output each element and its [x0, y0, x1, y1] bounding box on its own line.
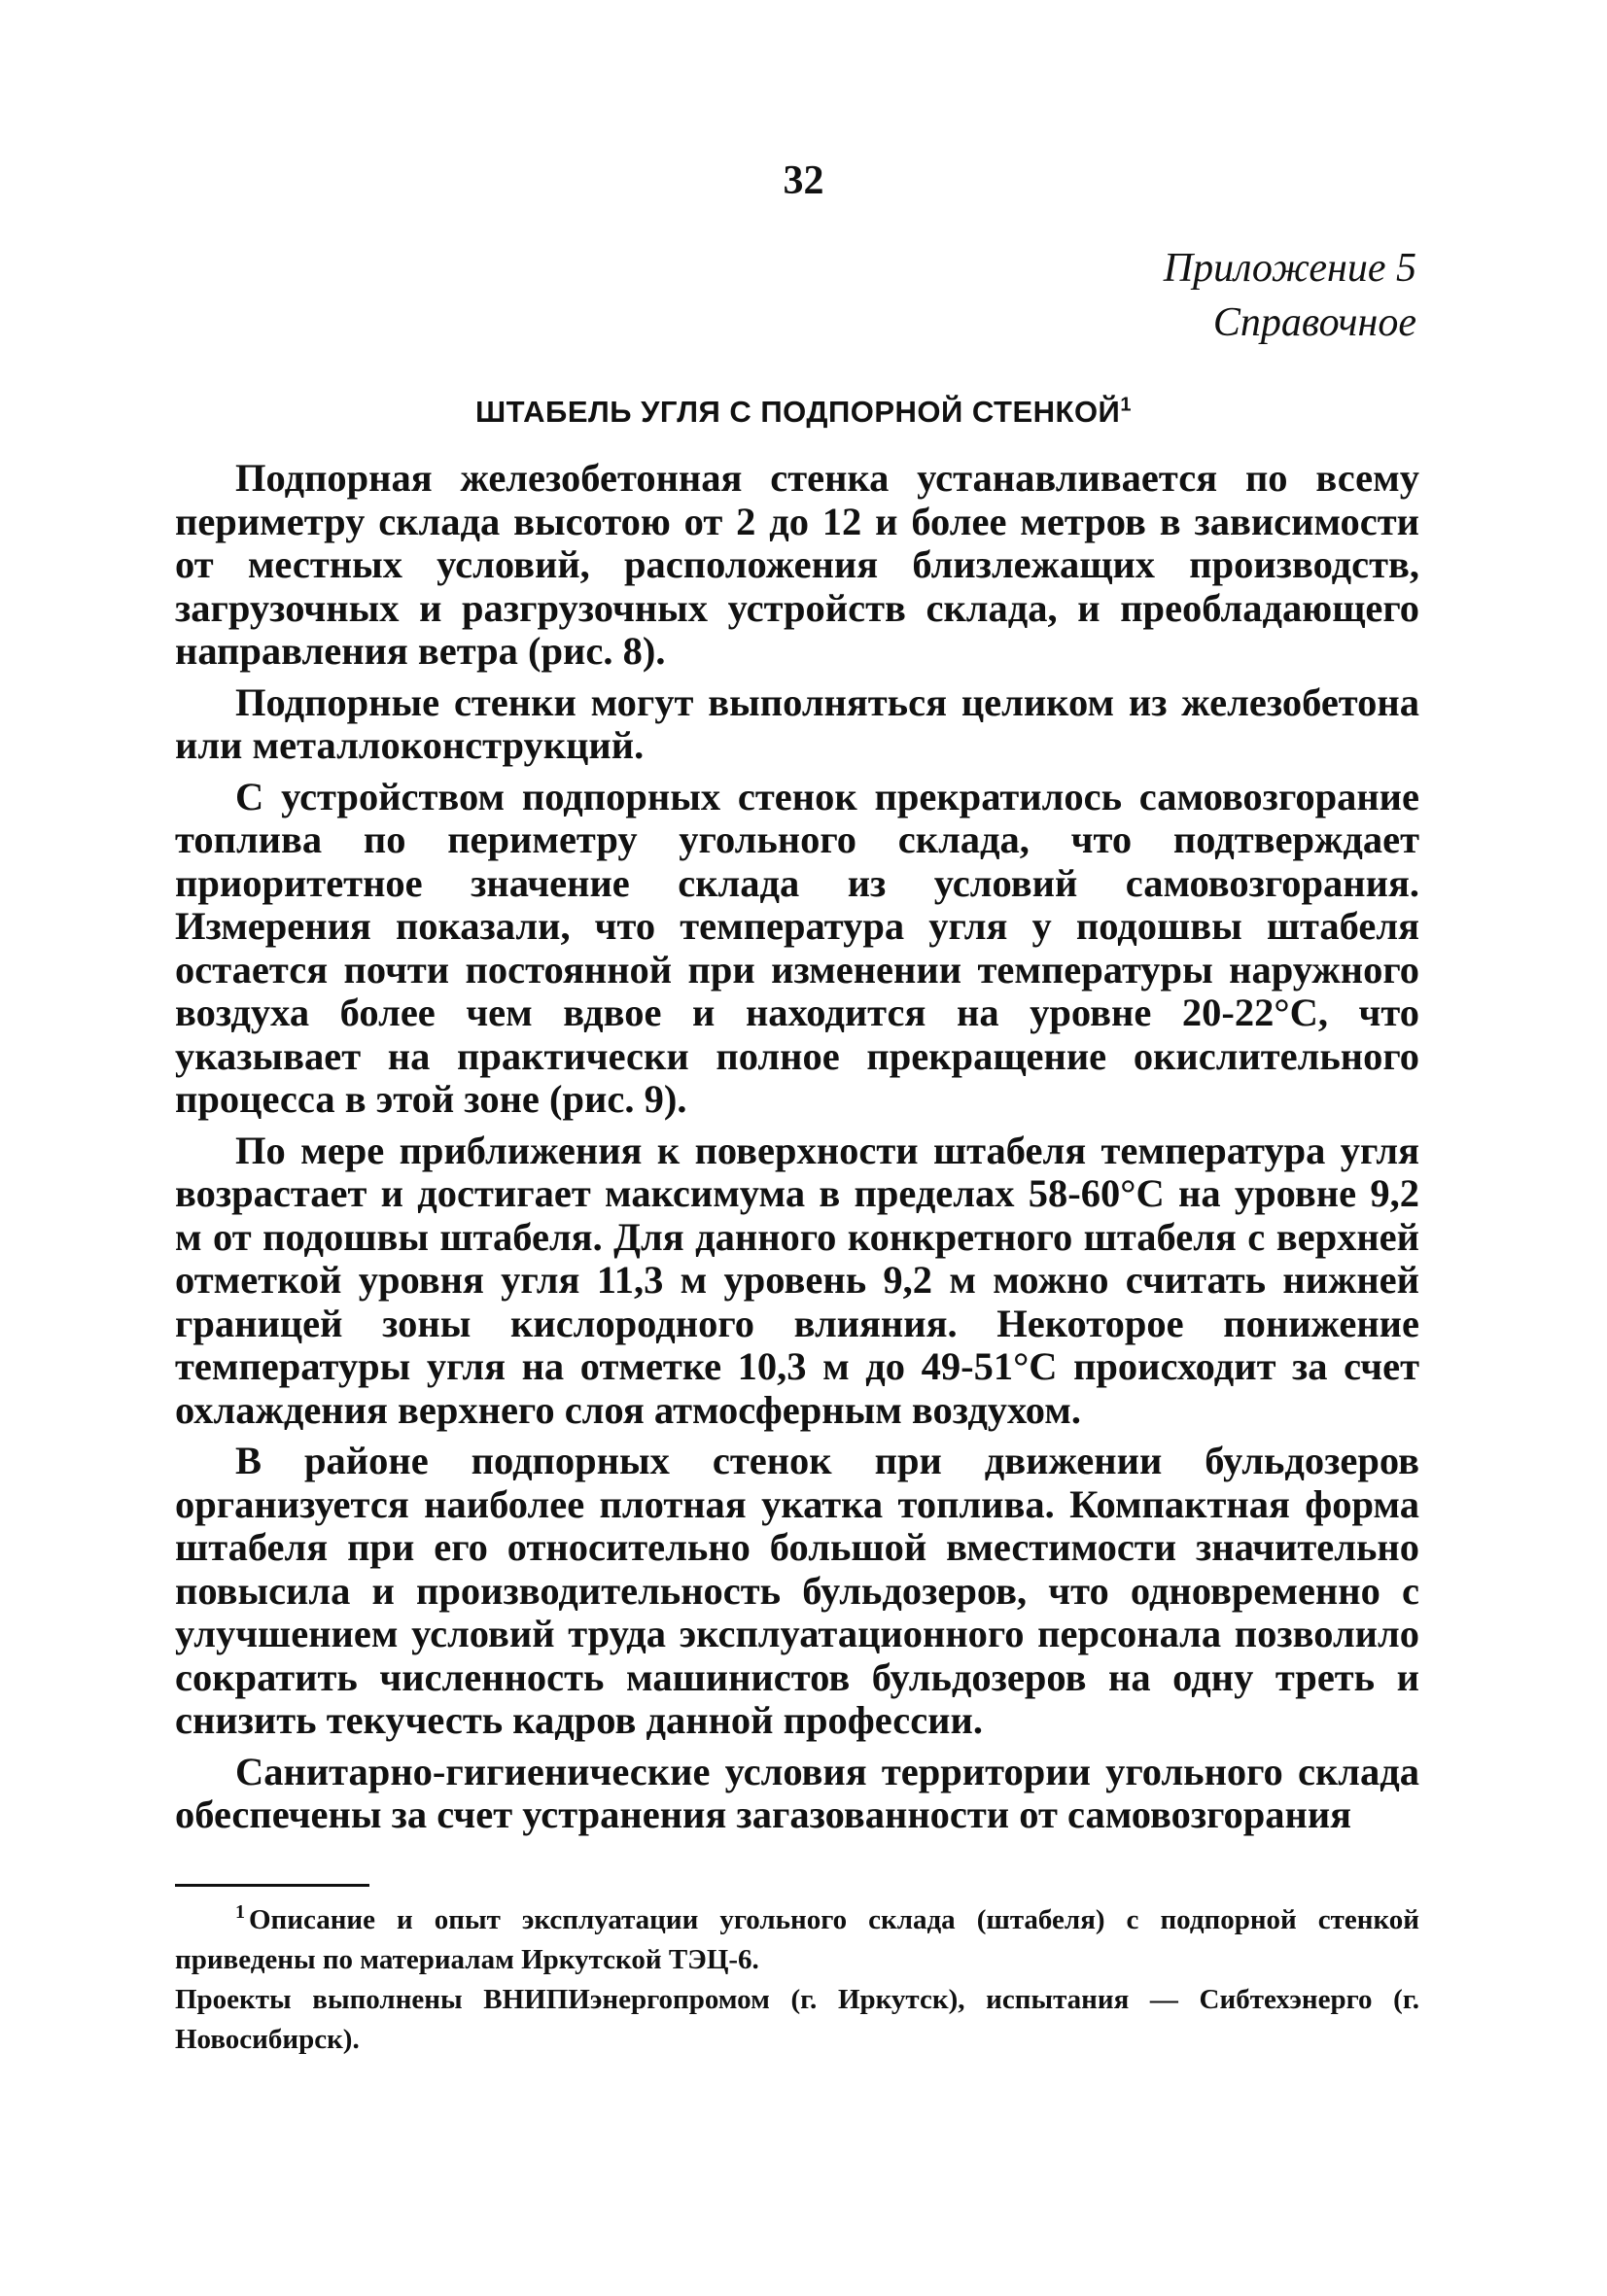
page-number: 32 — [783, 158, 824, 203]
footnote-text: Описание и опыт эксплуатации угольного склада (штабеля) с подпорной стенкой приведены по материалам Иркутской ТЭЦ-6. — [175, 1904, 1419, 1975]
footnote-1 — [175, 1900, 1419, 1980]
footnotes — [175, 1900, 1419, 2060]
appendix-label — [1164, 241, 1416, 350]
paragraph-2: Подпорные стенки могут выполняться целиком из железобетона или металлоконструкций. — [175, 679, 1419, 767]
heading-title: ШТАБЕЛЬ УГЛЯ С ПОДПОРНОЙ СТЕНКОЙ — [475, 395, 1121, 429]
body-text — [175, 457, 1419, 1845]
footnote-note: Проекты выполнены ВНИПИэнергопромом (г. Иркутск), испытания — Сибтехэнерго (г. Новосибирск). — [175, 1984, 1419, 2055]
section-heading — [0, 395, 1607, 430]
paragraph-1: Подпорная железобетонная стенка устанавливается по всему периметру склада высотою от 2 до 12 и более метров в зависимости от местных условий, расположения близлежащих производств, загрузочных и разгрузочных устройств склада, и преобладающего направления ветра (рис. 8). — [175, 456, 1419, 673]
footnote-mark: 1 — [235, 1901, 245, 1924]
appendix-number: Приложение 5 — [1163, 246, 1416, 291]
paragraph-5: В районе подпорных стенок при движении бульдозеров организуется наиболее плотная укатка топлива. Компактная форма штабеля при его относительно большой вместимости значительно повысила и производительность бульдозеров, что одновременно с улучшением условий труда эксплуатационного персонала позволило сократить численность машинистов бульдозеров на одну треть и снизить текучесть кадров данной профессии. — [175, 1439, 1419, 1742]
paragraph-3: С устройством подпорных стенок прекратилось самовозгорание топлива по периметру угольного склада, что подтверждает приоритетное значение склада из условий самовозгорания. Измерения показали, что температура угля у подошвы штабеля остается почти постоянной при изменении температуры наружного воздуха более чем вдвое и находится на уровне 20-22°С, что указывает на практически полное прекращение окислительного процесса в этой зоне (рис. 9). — [175, 774, 1419, 1121]
appendix-type: Справочное — [1212, 300, 1416, 345]
heading-footnote-mark: 1 — [1120, 394, 1132, 416]
paragraph-6: Санитарно-гигиенические условия территории угольного склада обеспечены за счет устранения загазованности от самовозгорания — [175, 1749, 1419, 1836]
footnote-divider — [175, 1884, 369, 1887]
paragraph-4: По мере приближения к поверхности штабеля температура угля возрастает и достигает максимума в пределах 58-60°С на уровне 9,2 м от подошвы штабеля. Для данного конкретного штабеля с верхней отметкой уровня угля 11,3 м уровень 9,2 м можно считать нижней границей зоны кислородного влияния. Некоторое понижение температуры угля на отметке 10,3 м до 49-51°С происходит за счет охлаждения верхнего слоя атмосферным воздухом. — [175, 1128, 1419, 1432]
